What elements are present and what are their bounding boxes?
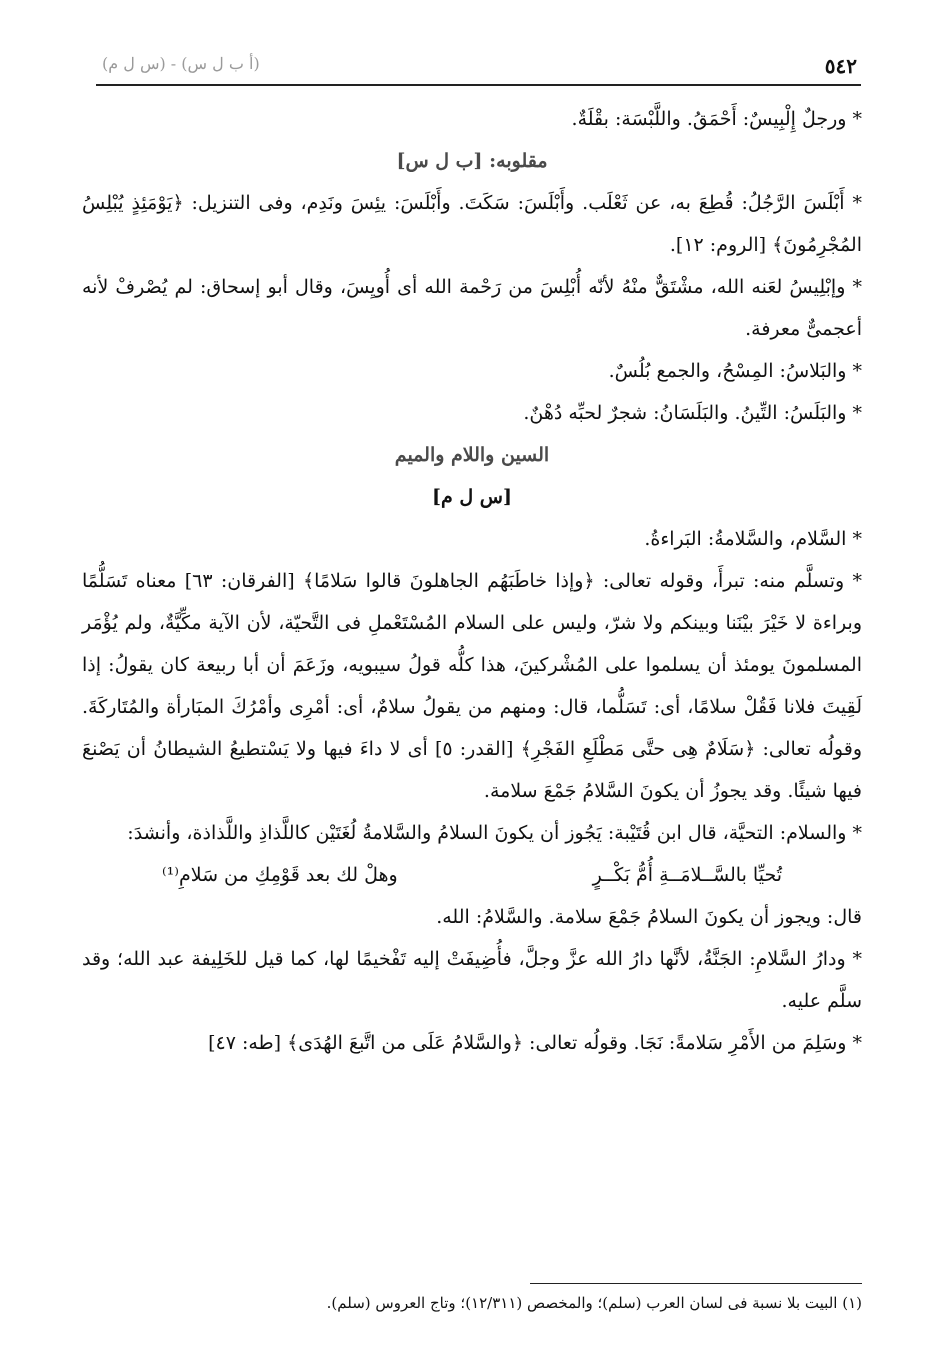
- running-title: (أ ب ل س) - (س ل م): [102, 54, 260, 73]
- entry-paragraph: * ودارُ السَّلامِ: الجَنَّةُ، لأنَّها دارُ الله عزَّ وجلَّ، فأُضِيفَتْ إليه تَفْخيمًا لها، كما قيل للخَلِيفة عبد الله؛ وقد سلَّم عليه.: [82, 948, 862, 1012]
- entry-paragraph: * والبَلاسُ: المِسْحُ، والجمع بُلُسٌ.: [608, 360, 862, 382]
- footnote-divider: [530, 1283, 862, 1284]
- verse-second-hemistich: وهلْ لك بعد قَوْمِكِ من سَلامِ⁽¹⁾: [162, 864, 398, 886]
- page-number: ٥٤٢: [824, 54, 857, 78]
- verse-first-hemistich: تُحيِّا بالسَّــلامَــةِ أُمُّ بَكْــرٍ: [592, 864, 782, 886]
- entry-paragraph: * والسلام: التحيَّة، قال ابن قُتَيْبة: يَجُوز أن يكونَ السلامُ والسَّلامةُ لُغَتَيْن كاللَّذاذِ واللَّذاذة، وأنشدَ:: [127, 822, 862, 844]
- chapter-heading: السين واللام والميم: [394, 444, 550, 466]
- running-header: [96, 44, 861, 86]
- main-text: [82, 98, 862, 1064]
- poetry-verse: [82, 854, 862, 896]
- root-heading: [س ل م]: [432, 486, 512, 508]
- entry-paragraph: * وسَلِمَ من الأَمْرِ سَلامةً: نَجَا. وقولُه تعالى: ﴿والسَّلامُ عَلَى من اتَّبعَ الهُدَى﴾ [طه: ٤٧]: [208, 1032, 862, 1054]
- entry-paragraph: * والبَلَسُ: التِّينُ. والبَلَسَانُ: شجرٌ لحبِّه دُهْنٌ.: [523, 402, 862, 424]
- entry-paragraph: * أَبْلَسَ الرَّجُلُ: قُطِعَ به، عن ثَعْلَب. وأَبْلَسَ: سَكَتَ. وأَبْلَسَ: يئِسَ ونَدِم، وفى التنزيل: ﴿يَوْمَئِذٍ يُبْلِسُ المُجْرِمُونَ﴾ [الروم: ١٢].: [82, 192, 862, 256]
- entry-paragraph: * وتسلَّم منه: تبرأَ، وقوله تعالى: ﴿وإذا خاطَبَهُم الجاهلونَ قالوا سَلامًا﴾ [الفرقان: ٦٣] معناه تَسَلُّمًا وبراءة لا خَيْرَ بيْنَنا وبينكم ولا شرّ، وليس على السلام المُسْتَعْملِ فى التَّحيّة، لأن الآية مكِّيَّةٌ، ولم يُؤْمَر المسلمونَ يومئذ أن يسلموا على المُشْركينَ، هذا كلُّه قولُ سيبويه، وزَعَمَ أن أبا ربيعة كان يقولُ: إذا لَقِيتَ فلانا فَقُلْ سلامًا، أى: تَسَلُّما، قال: ومنهم من يقولُ سلامٌ، أى: أمْرِى وأمْرُكَ المبَارأة والمُتَاركَةَ. وقولُه تعالى: ﴿سَلَامٌ هِى حتَّى مَطْلَعِ الفَجْرِ﴾ [القدر: ٥] أى لا داءَ فيها ولا يَسْتطيعُ الشيطانُ أن يَصْنعَ فيها شيئًا. وقد يجوزُ أن يكونَ السَّلامُ جَمْعَ سلامة.: [82, 570, 862, 802]
- entry-paragraph: قال: ويجوز أن يكونَ السلامُ جَمْعَ سلامة. والسَّلامُ: الله.: [436, 906, 862, 928]
- footnote: (١) البيت بلا نسبة فى لسان العرب (سلم)؛ والمخصص (١٢/٣١١)؛ وتاج العروس (سلم).: [326, 1294, 862, 1312]
- entry-paragraph: * وإبْلِيسُ لعَنه الله، مشْتَقٌّ منْهُ لأنّه أُبْلِسَ من رَحْمة الله أى أُويِسَ، وقال أبو إسحاق: لم يُصْرفْ لأنه أعجمىٌّ معرفة.: [82, 276, 862, 340]
- section-heading: مقلوبه: [ب ل س]: [396, 150, 548, 172]
- entry-paragraph: * ورجلٌ إِلْبِيسٌ: أَحْمَقُ. واللَّبْسَة: بقْلَةٌ.: [571, 108, 862, 130]
- entry-paragraph: * السَّلام، والسَّلامةُ: البَراءةُ.: [644, 528, 862, 550]
